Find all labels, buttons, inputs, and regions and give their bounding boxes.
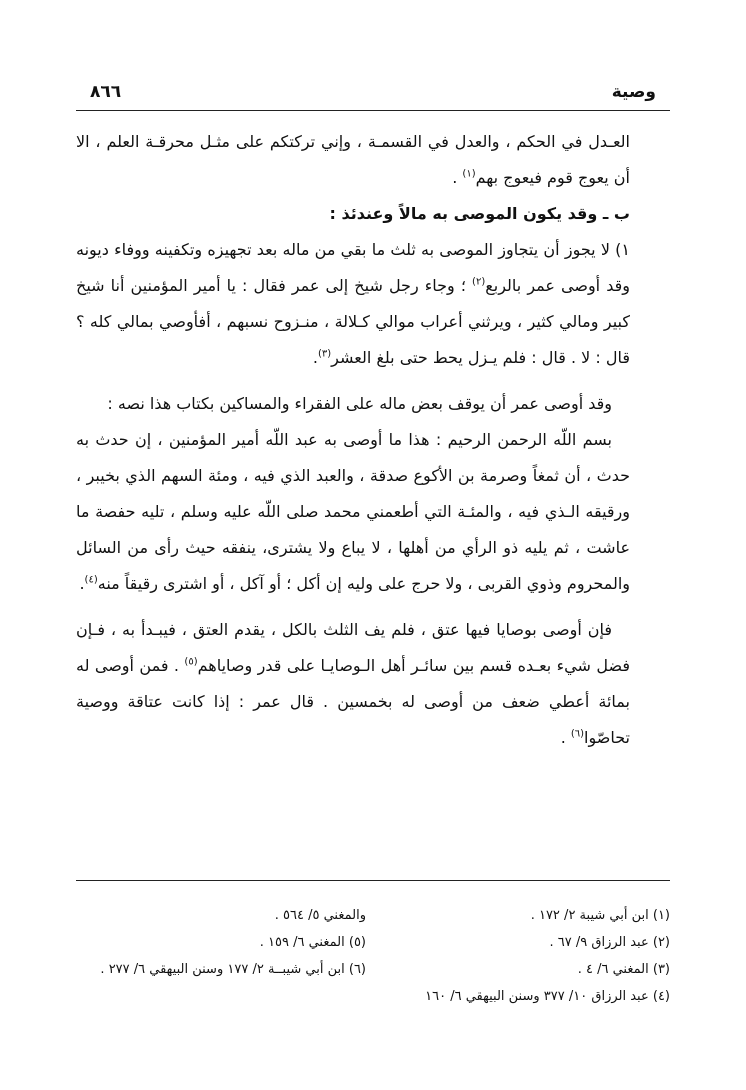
section-heading-b: ب ـ وقد يكون الموصى به مالاً وعندئذ : [329,204,630,223]
paragraph-will-intro: وقد أوصى عمر أن يوقف بعض ماله على الفقراء والمساكين بكتاب هذا نصه : [107,394,612,413]
paragraph-1: العـدل في الحكم ، والعدل في القسمـة ، وإني تركتكم على مثـل محرقـة العلم ، الا أن يعوج قوم فيعوج بهم$^{(١)}$ . [76,132,630,187]
page-header-title: وصية [611,82,656,102]
footnote-4: (٤) عبد الرزاق ١٠/ ٣٧٧ وسنن البيهقي ٦/ ١٦٠ [425,989,670,1004]
footnotes-left-column [76,902,366,983]
footnote-5: (٥) المغني ٦/ ١٥٩ . [259,935,366,950]
footnote-6: (٦) ابن أبي شيبــة ٢/ ١٧٧ وسنن البيهقي ٦/ ٢٧٧ . [100,962,366,977]
footnotes-right-column [374,902,670,1010]
paragraph-manumission: فإن أوصى بوصايا فيها عتق ، فلم يف الثلث بالكل ، يقدم العتق ، فيبـدأ به ، فـإن فضل شيء بعـده قسم بين سائـر أهل الـوصايـا على قدر وصاياهم$^{(٥)}$ . فمن أوصى له بمائة أعطي ضعف من أوصى له بخمسين . قال عمر : إذا كانت عتاقة ووصية تحاصّوا$^{(٦)}$ . [76,620,630,747]
footnote-3: (٣) المغني ٦/ ٤ . [577,962,670,977]
footnote-4-continued: والمغني ٥/ ٥٦٤ . [274,908,366,923]
paragraph-point-1: ١) لا يجوز أن يتجاوز الموصى به ثلث ما بقي من ماله بعد تجهيزه وتكفينه ووفاء ديونه وقد أوصى عمر بالربع$^{(٢)}$ ؛ وجاء رجل شيخ إلى عمر فقال : يا أمير المؤمنين أنا شيخ كبير ومالي كثير ، ويرثني أعراب موالي كـلالة ، منـزوح نسبهم ، أفأوصي بمالي كله ؟ قال : لا . قال : فلم يـزل يحط حتى بلغ العشر$^{(٣)}$. [76,240,630,367]
main-text [76,124,630,756]
paragraph-will-text: بسم اللّه الرحمن الرحيم : هذا ما أوصى به عبد اللّه أمير المؤمنين ، إن حدث به حدث ، أن ثمغاً وصرمة بن الأكوع صدقة ، والعبد الذي فيه ، ومئة السهم الذي بخيبر ، ورقيقه الـذي فيه ، والمئـة التي أطعمني محمد صلى اللّه عليه وسلم ، تليه حفصة ما عاشت ، ثم يليه ذو الرأي من أهلها ، لا يباع ولا يشترى، ينفقه حيث رأى من السائل والمحروم وذوي القربى ، ولا حرج على وليه إن أكل ؛ أو آكل ، أو اشترى رقيقاً منه$^{(٤)}$. [76,430,630,593]
footnote-2: (٢) عبد الرزاق ٩/ ٦٧ . [549,935,670,950]
header-rule [76,110,670,111]
page-number: ٨٦٦ [90,82,122,102]
footnote-rule [76,880,670,881]
footnote-1: (١) ابن أبي شيبة ٢/ ١٧٢ . [530,908,670,923]
